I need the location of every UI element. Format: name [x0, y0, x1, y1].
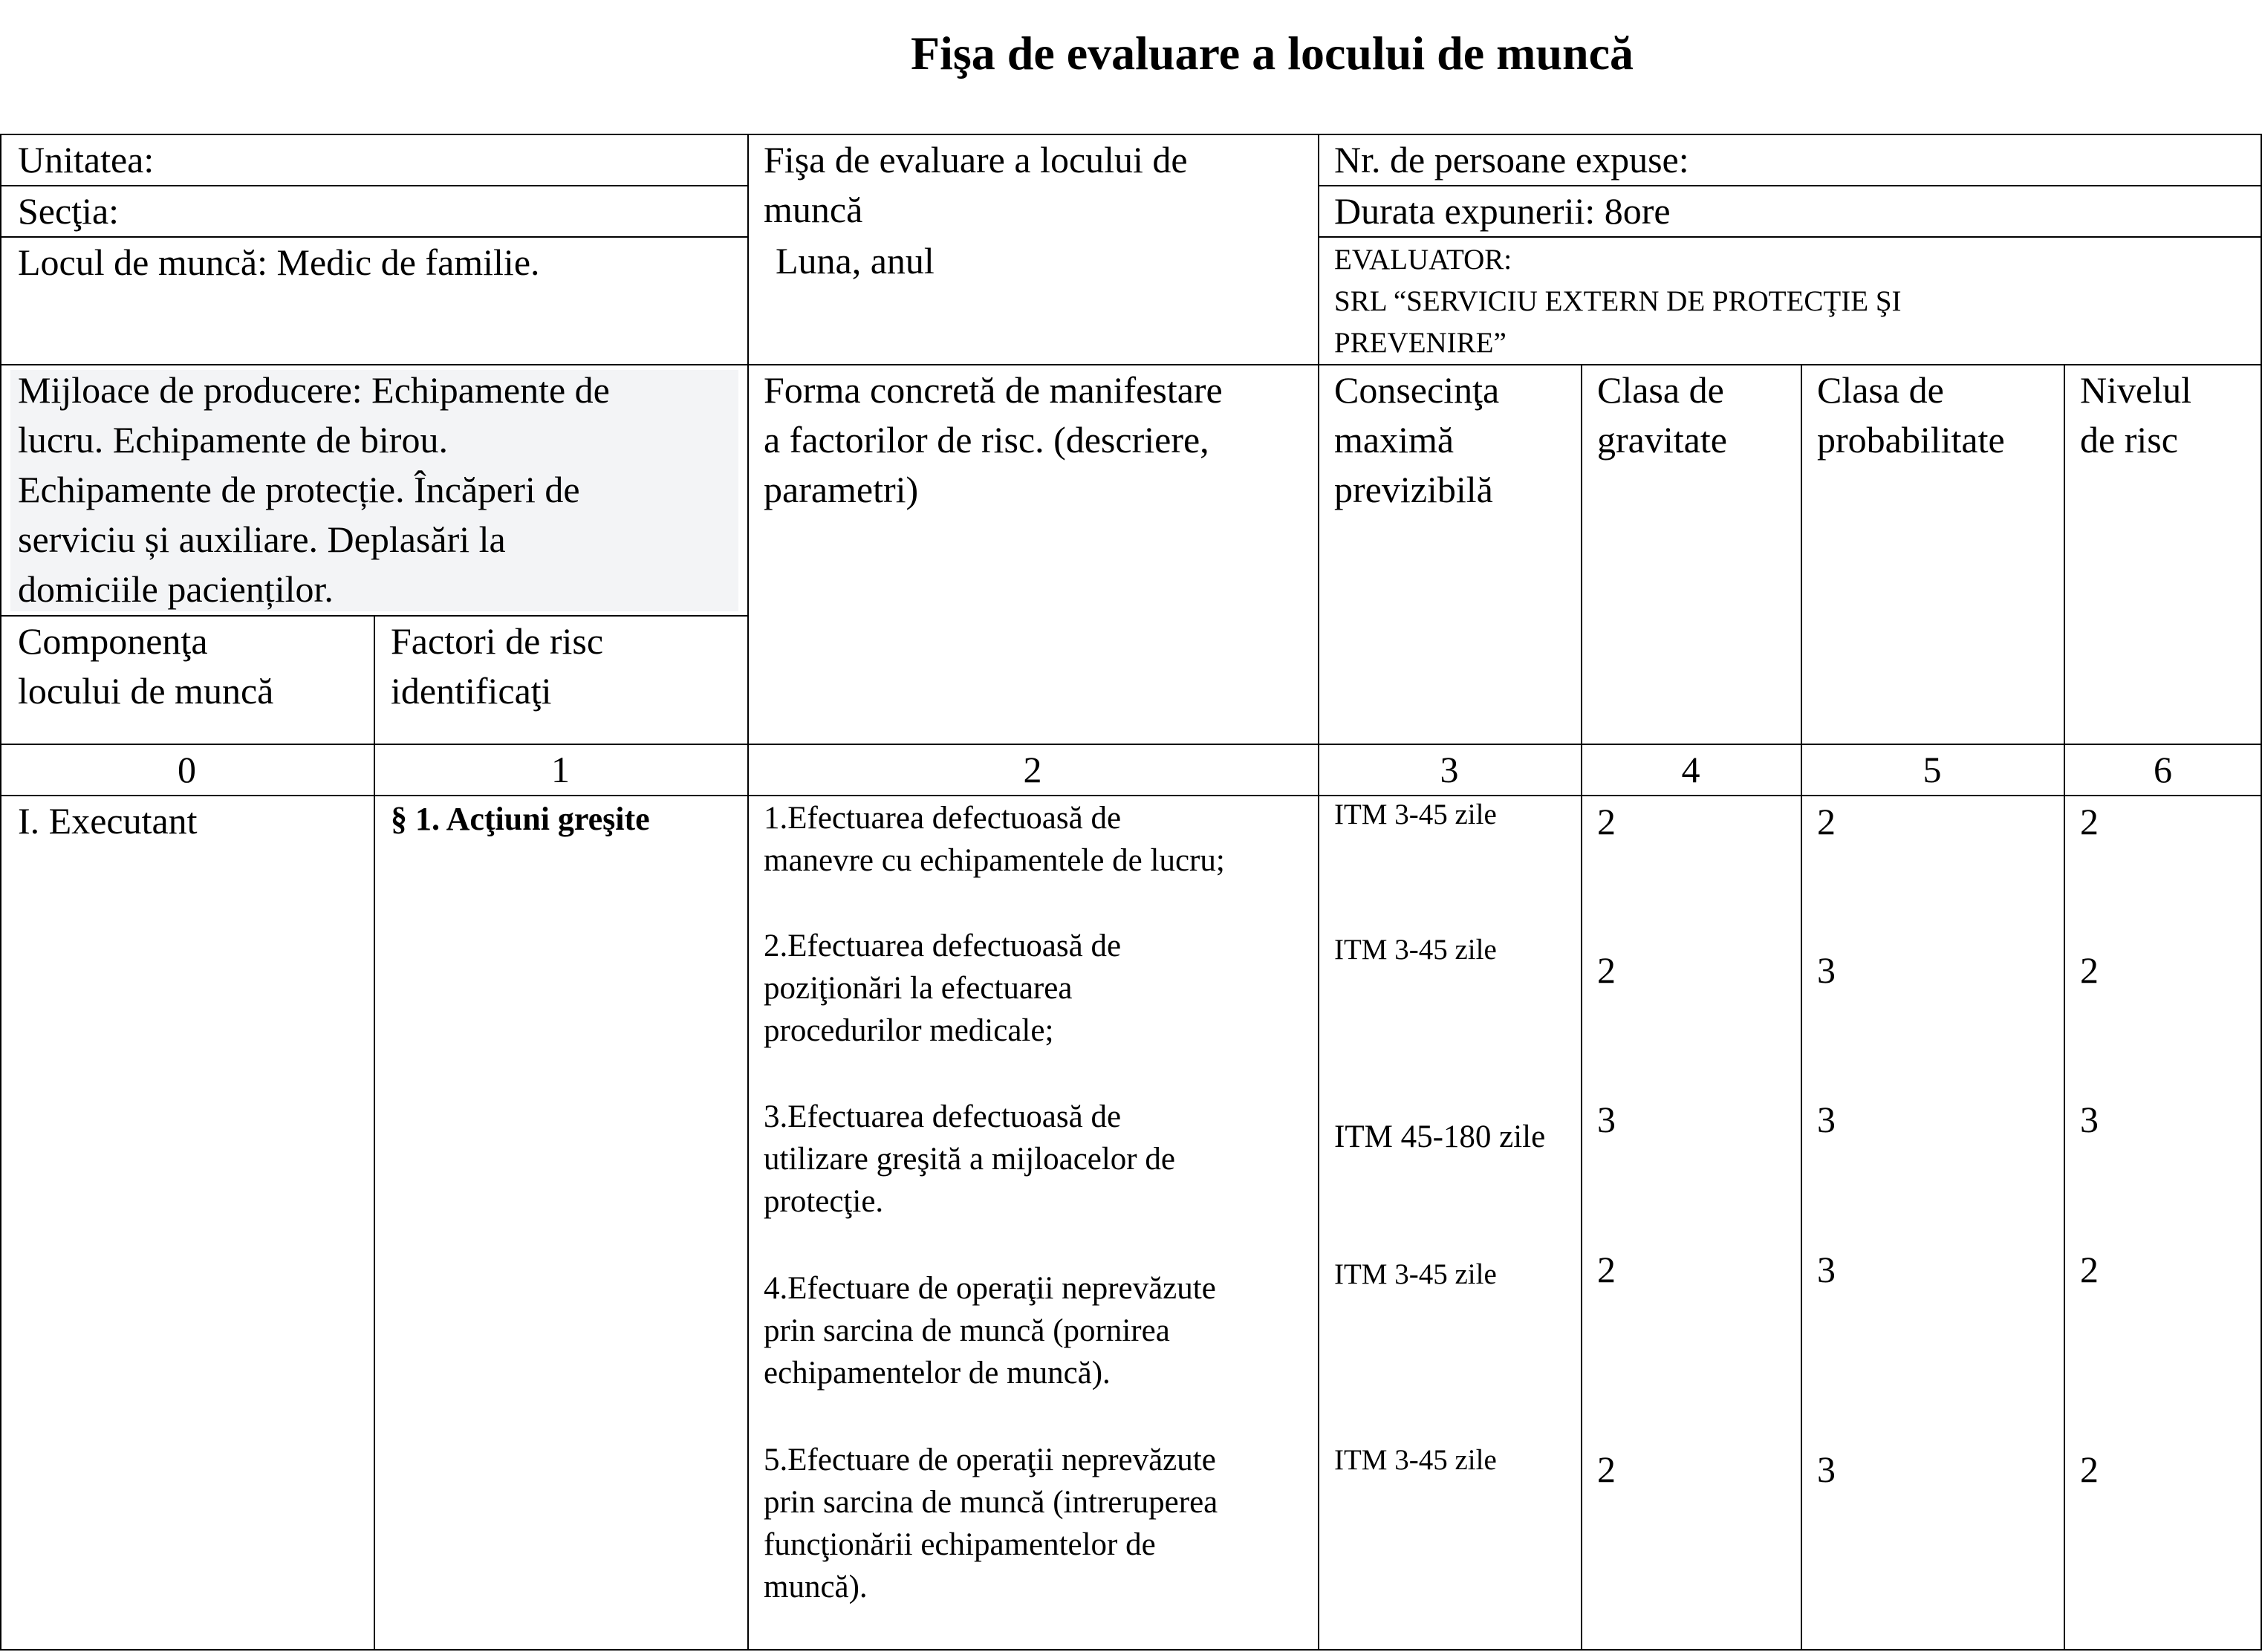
- risk-probability: 3: [1817, 949, 1836, 991]
- luna-anul-label: Luna, anul: [776, 240, 935, 282]
- componenta-header: Componenţa locului de muncă: [18, 620, 274, 712]
- risk-gravity: 2: [1597, 1448, 1616, 1490]
- risk-description: 2.Efectuarea defectuoasă de poziţionări la efectuarea procedurilor medicale;: [764, 929, 1122, 1048]
- unitatea-label: Unitatea:: [18, 139, 155, 181]
- risk-probability: 3: [1817, 1448, 1836, 1490]
- risk-probability: 3: [1817, 1099, 1836, 1140]
- risk-description: 3.Efectuarea defectuoasă de utilizare greşită a mijloacelor de protecţie.: [764, 1099, 1175, 1219]
- risk-gravity: 2: [1597, 949, 1616, 991]
- risk-consequence: ITM 3-45 zile: [1334, 934, 1497, 966]
- risk-gravity: 3: [1597, 1099, 1616, 1140]
- column-number: 6: [2154, 749, 2172, 790]
- risk-probability: 2: [1817, 801, 1836, 842]
- risk-level: 2: [2080, 1448, 2099, 1490]
- probabilitate-header: Clasa de probabilitate: [1817, 369, 2005, 461]
- durata-label: Durata expunerii: 8ore: [1334, 190, 1671, 232]
- risk-consequence: ITM 3-45 zile: [1334, 799, 1497, 830]
- evaluator-name: SRL “SERVICIU EXTERN DE PROTECŢIE ŞI PREVENIRE”: [1334, 285, 1902, 359]
- consecinta-header: Consecinţa maximă previzibilă: [1334, 369, 1500, 510]
- column-number: 2: [1023, 749, 1042, 790]
- risk-level: 2: [2080, 801, 2099, 842]
- forma-header: Forma concretă de manifestare a factorilor de risc. (descriere, parametri): [764, 369, 1223, 510]
- document-title: Fişa de evaluare a locului de muncă: [910, 27, 1634, 79]
- risk-gravity: 2: [1597, 1249, 1616, 1290]
- gravitate-header: Clasa de gravitate: [1597, 369, 1727, 461]
- nr-persoane-label: Nr. de persoane expuse:: [1334, 139, 1689, 181]
- column-number: 4: [1681, 749, 1700, 790]
- risk-gravity: 2: [1597, 801, 1616, 842]
- locul-de-munca-label: Locul de muncă: Medic de familie.: [18, 241, 540, 283]
- factor-actiuni-gresite: § 1. Acţiuni greşite: [391, 801, 650, 837]
- risk-level: 2: [2080, 949, 2099, 991]
- evaluator-label: EVALUATOR:: [1334, 244, 1512, 276]
- fisa-label: Fişa de evaluare a locului de muncă: [764, 139, 1188, 230]
- risk-description: 1.Efectuarea defectuoasă de manevre cu echipamentele de lucru;: [764, 801, 1225, 878]
- column-number: 0: [178, 749, 196, 790]
- nivel-header: Nivelul de risc: [2080, 369, 2191, 461]
- column-number: 5: [1923, 749, 1942, 790]
- sectia-label: Secţia:: [18, 190, 120, 232]
- column-number: 3: [1440, 749, 1459, 790]
- column-number: 1: [551, 749, 570, 790]
- risk-description: 4.Efectuare de operaţii neprevăzute prin sarcina de muncă (pornirea echipamentelor de muncă).: [764, 1271, 1216, 1391]
- risk-level: 3: [2080, 1099, 2099, 1140]
- risk-consequence: ITM 3-45 zile: [1334, 1258, 1497, 1290]
- component-executant: I. Executant: [18, 800, 198, 842]
- risk-description: 5.Efectuare de operaţii neprevăzute prin sarcina de muncă (intreruperea funcţionării echipamentelor de muncă).: [764, 1443, 1218, 1604]
- risk-consequence: ITM 3-45 zile: [1334, 1444, 1497, 1476]
- risk-consequence: ITM 45-180 zile: [1334, 1119, 1546, 1154]
- mijloace-header: Mijloace de producere: Echipamente de lucru. Echipamente de birou. Echipamente de protecție. Încăperi de serviciu și auxiliare. Deplasări la domiciile pacienților.: [18, 369, 610, 610]
- factori-header: Factori de risc identificaţi: [391, 620, 604, 712]
- risk-probability: 3: [1817, 1249, 1836, 1290]
- risk-level: 2: [2080, 1249, 2099, 1290]
